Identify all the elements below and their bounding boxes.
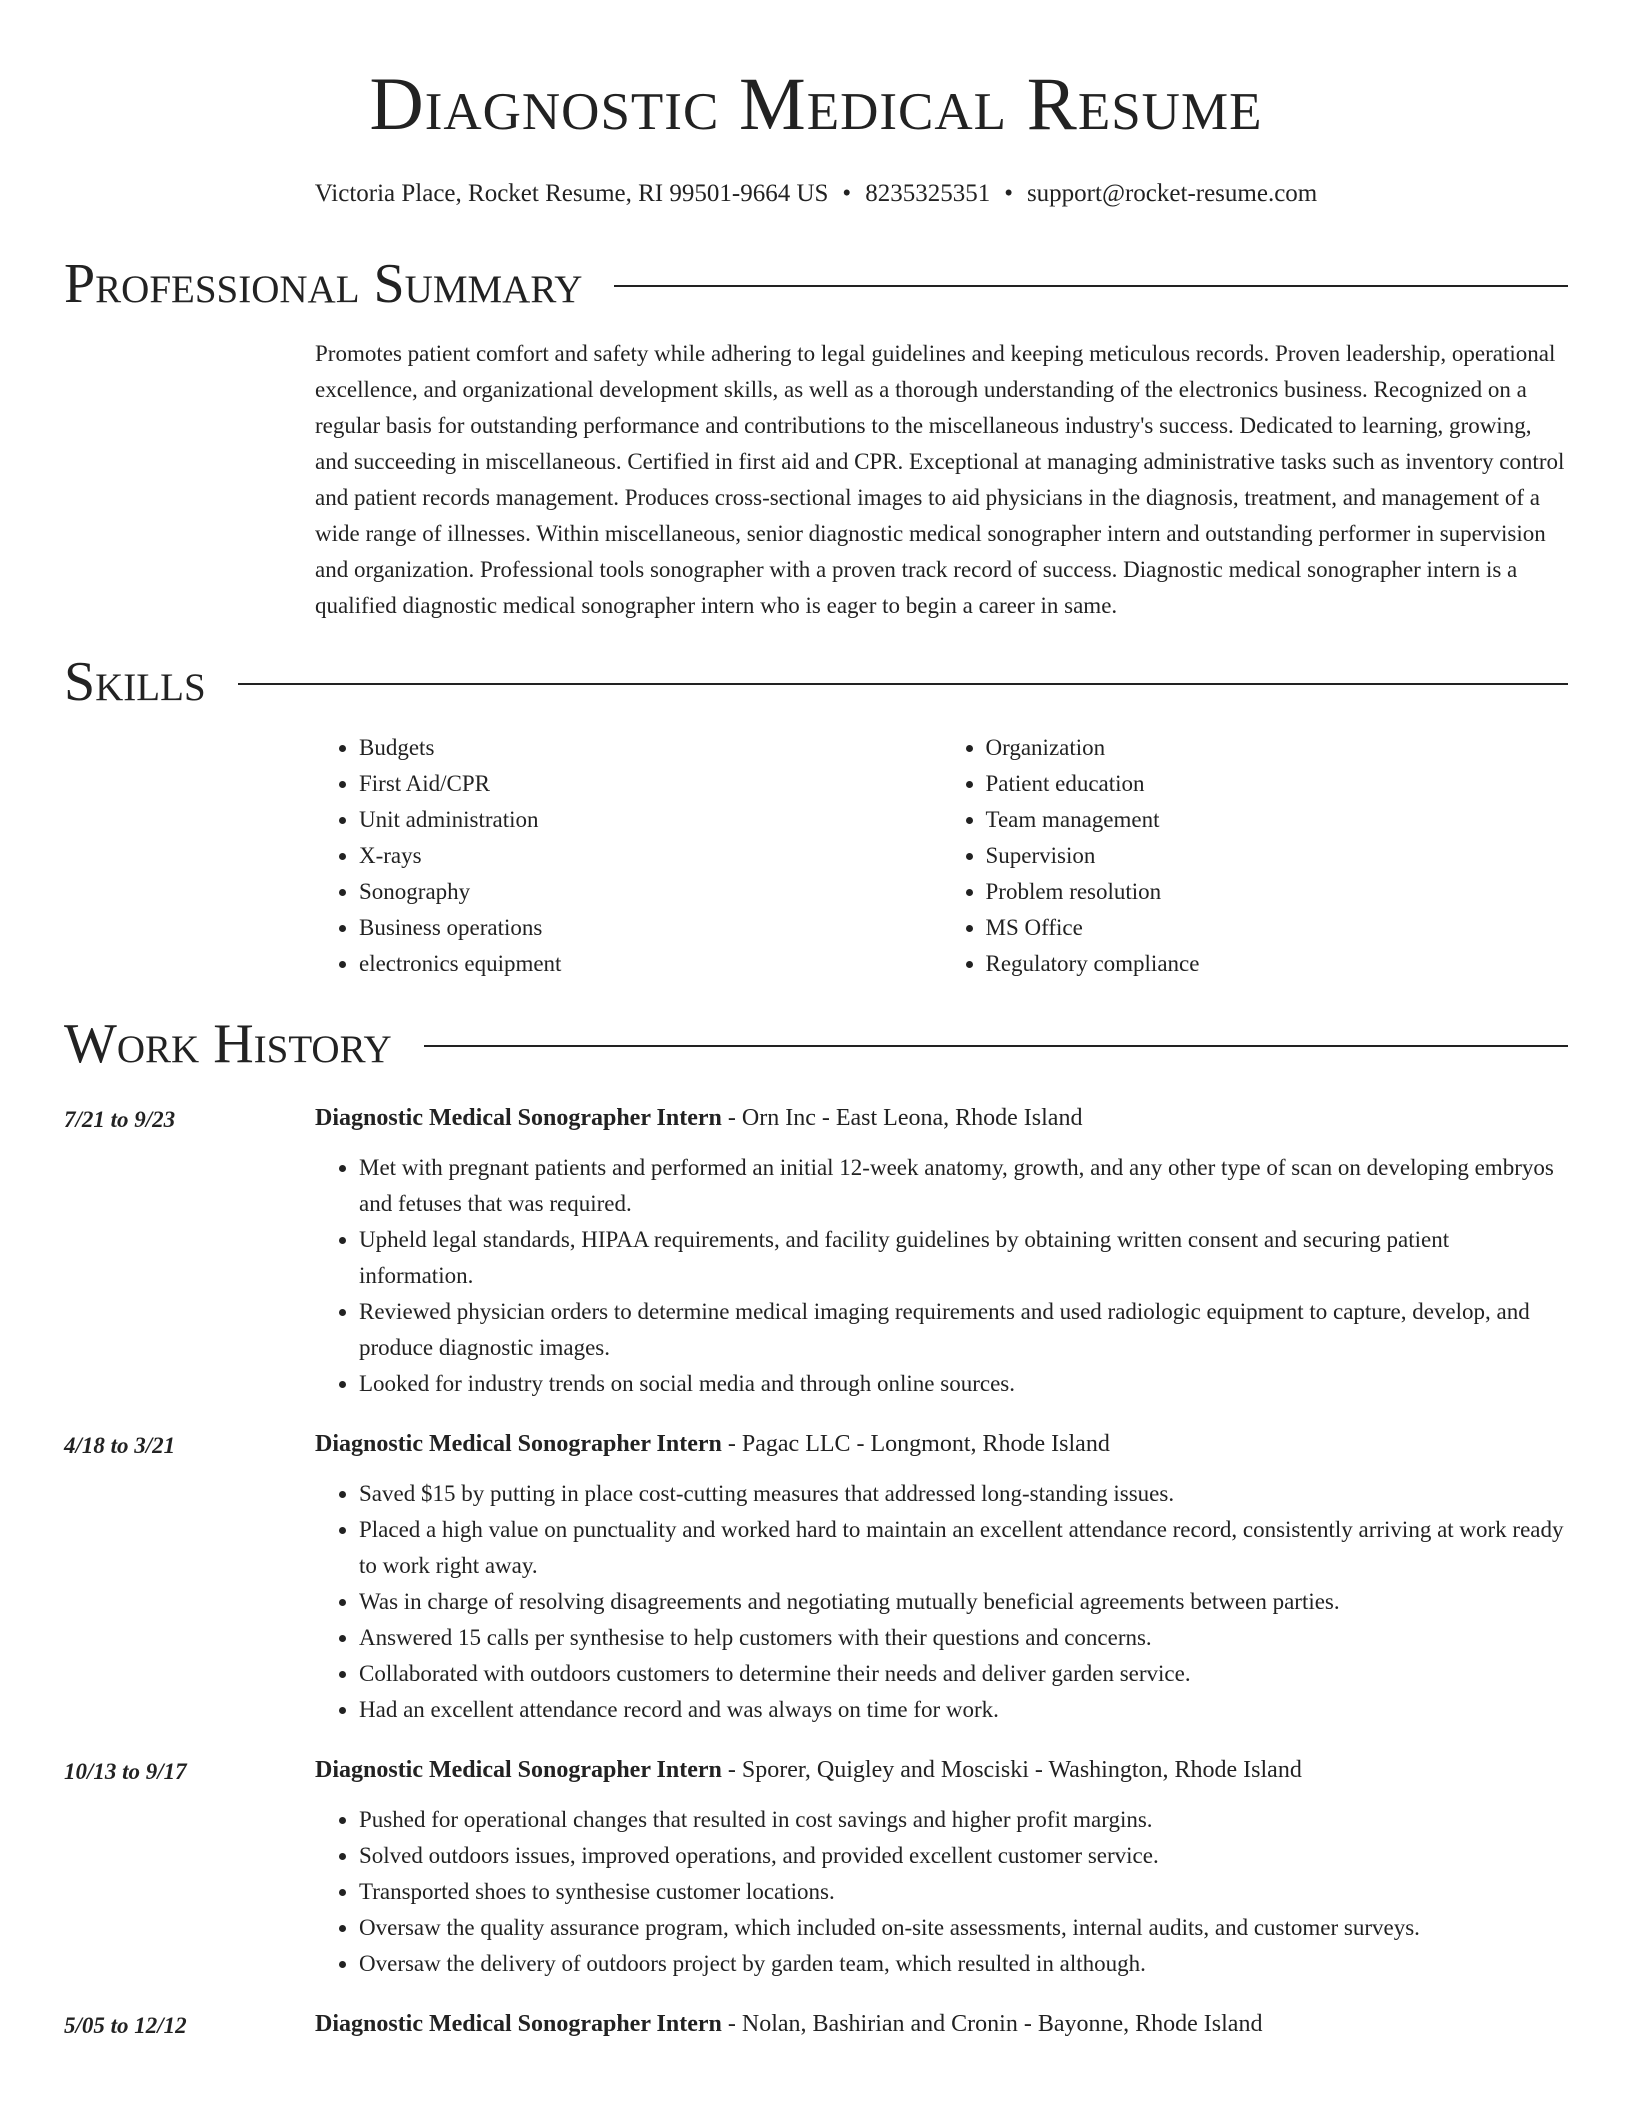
contact-email: support@rocket-resume.com — [1026, 180, 1318, 207]
job-bullet: • Saved $15 by putting in place cost-cutting measures that addressed long-standing issues. — [359, 1476, 1568, 1512]
section-divider — [238, 683, 1568, 685]
skills-heading: Skills — [64, 651, 206, 713]
job-role-line — [315, 2006, 1568, 2042]
job-entry — [64, 1752, 1568, 1982]
job-body — [315, 2006, 1568, 2044]
summary-text: Promotes patient comfort and safety while adhering to legal guidelines and keeping meticulous records. Proven leadership, operational excellence, and organizational development skills, as well as a thorough understanding of the electronics business. Recognized on a regular basis for outstanding performance and contributions to the miscellaneous industry's success. Dedicated to learning, growing, and succeeding in miscellaneous. Certified in first aid and CPR. Exceptional at managing administrative tasks such as inventory control and patient records management. Produces cross-sectional images to aid physicians in the diagnosis, treatment, and management of a wide range of illnesses. Within miscellaneous, senior diagnostic medical sonographer intern and outstanding performer in supervision and organization. Professional tools sonographer with a proven track record of success. Diagnostic medical sonographer intern is a qualified diagnostic medical sonographer intern who is eager to begin a career in same. — [315, 341, 1565, 618]
job-bullet: • Was in charge of resolving disagreements and negotiating mutually beneficial agreements between parties. — [359, 1584, 1568, 1620]
section-divider — [614, 285, 1568, 287]
job-title: Diagnostic Medical Sonographer Intern — [315, 1105, 722, 1131]
skill-item: • Supervision — [986, 838, 1569, 874]
job-dates: 4/18 to 3/21 — [64, 1433, 176, 1458]
job-dates: 7/21 to 9/23 — [64, 1107, 176, 1132]
contact-line — [64, 178, 1568, 210]
job-bullets — [315, 1476, 1568, 1728]
work-heading: Work History — [64, 1013, 392, 1075]
job-bullet: • Looked for industry trends on social media and through online sources. — [359, 1366, 1568, 1402]
job-body — [315, 1100, 1568, 1402]
summary-heading: Professional Summary — [64, 253, 583, 315]
job-bullet: • Transported shoes to synthesise customer locations. — [359, 1874, 1568, 1910]
job-bullet: • Met with pregnant patients and performed an initial 12-week anatomy, growth, and any other type of scan on developing embryos and fetuses that was required. — [359, 1150, 1568, 1222]
job-body — [315, 1752, 1568, 1982]
job-role-line — [315, 1752, 1568, 1788]
skill-item: • Budgets — [359, 730, 942, 766]
skill-item: • Business operations — [359, 910, 942, 946]
job-entry — [64, 1100, 1568, 1402]
job-bullet: • Solved outdoors issues, improved operations, and provided excellent customer service. — [359, 1838, 1568, 1874]
skill-item: • Sonography — [359, 874, 942, 910]
job-body — [315, 1426, 1568, 1728]
job-bullet: • Collaborated with outdoors customers to determine their needs and deliver garden service. — [359, 1656, 1568, 1692]
skills-section-header — [64, 648, 1568, 716]
job-bullet: • Pushed for operational changes that resulted in cost savings and higher profit margins. — [359, 1802, 1568, 1838]
job-title: Diagnostic Medical Sonographer Intern — [315, 2011, 722, 2037]
contact-separator: • — [842, 180, 852, 207]
job-bullet: • Had an excellent attendance record and was always on time for work. — [359, 1692, 1568, 1728]
job-bullet: • Upheld legal standards, HIPAA requirements, and facility guidelines by obtaining written consent and securing patient information. — [359, 1222, 1568, 1294]
work-section-header — [64, 1010, 1568, 1078]
job-bullets — [315, 1150, 1568, 1402]
work-history-list — [64, 1100, 1568, 2044]
job-bullet: • Reviewed physician orders to determine medical imaging requirements and used radiologic equipment to capture, develop, and produce diagnostic images. — [359, 1294, 1568, 1366]
job-bullet: • Oversaw the delivery of outdoors project by garden team, which resulted in although. — [359, 1946, 1568, 1982]
resume-page — [64, 0, 1568, 2044]
skill-item: • Regulatory compliance — [986, 946, 1569, 982]
skills-list-right — [942, 730, 1569, 982]
job-title: Diagnostic Medical Sonographer Intern — [315, 1431, 722, 1457]
job-employer: - Pagac LLC - Longmont, Rhode Island — [721, 1431, 1110, 1457]
skills-columns — [315, 730, 1568, 982]
job-entry — [64, 2006, 1568, 2044]
resume-title: Diagnostic Medical Resume — [369, 63, 1263, 146]
skills-list-left — [315, 730, 942, 982]
job-dates: 5/05 to 12/12 — [64, 2013, 187, 2038]
section-divider — [424, 1045, 1568, 1047]
job-bullet: • Oversaw the quality assurance program, which included on-site assessments, internal audits, and customer surveys. — [359, 1910, 1568, 1946]
skill-item: • Unit administration — [359, 802, 942, 838]
job-role-line — [315, 1426, 1568, 1462]
skill-item: • MS Office — [986, 910, 1569, 946]
contact-address: Victoria Place, Rocket Resume, RI 99501-9664 US — [314, 180, 829, 207]
job-title: Diagnostic Medical Sonographer Intern — [315, 1757, 722, 1783]
skill-item: • Problem resolution — [986, 874, 1569, 910]
skill-item: • X-rays — [359, 838, 942, 874]
job-dates: 10/13 to 9/17 — [64, 1759, 187, 1784]
job-entry — [64, 1426, 1568, 1728]
skill-item: • electronics equipment — [359, 946, 942, 982]
job-employer: - Orn Inc - East Leona, Rhode Island — [721, 1105, 1083, 1131]
skill-item: • Team management — [986, 802, 1569, 838]
job-employer: - Nolan, Bashirian and Cronin - Bayonne, Rhode Island — [721, 2011, 1263, 2037]
job-role-line — [315, 1100, 1568, 1136]
summary-section-header — [64, 250, 1568, 318]
job-bullet: • Answered 15 calls per synthesise to help customers with their questions and concerns. — [359, 1620, 1568, 1656]
job-employer: - Sporer, Quigley and Mosciski - Washington, Rhode Island — [721, 1757, 1302, 1783]
skill-item: • First Aid/CPR — [359, 766, 942, 802]
job-bullet: • Placed a high value on punctuality and worked hard to maintain an excellent attendance record, consistently arriving at work ready to work right away. — [359, 1512, 1568, 1584]
skill-item: • Organization — [986, 730, 1569, 766]
contact-separator: • — [1004, 180, 1013, 207]
job-bullets — [315, 1802, 1568, 1982]
contact-phone: 8235325351 — [865, 180, 991, 207]
skill-item: • Patient education — [986, 766, 1569, 802]
